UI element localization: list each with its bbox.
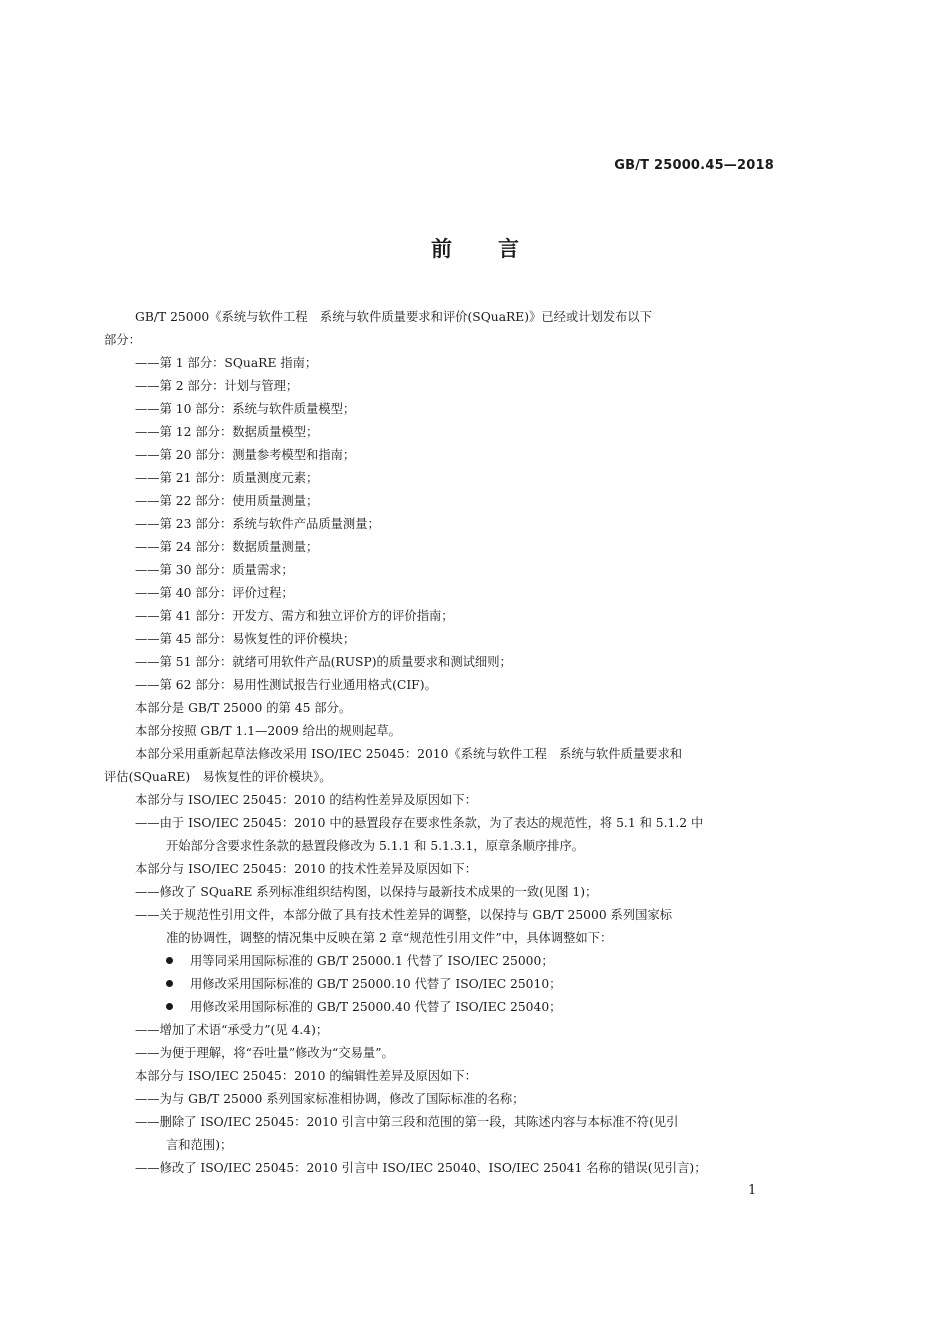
part-list-item: ——第 40 部分：评价过程；	[135, 586, 294, 600]
paragraph-adopt-line: 评估(SQuaRE) 易恢复性的评价模块》。	[104, 770, 332, 784]
part-list-item: ——第 1 部分：SQuaRE 指南；	[135, 356, 318, 370]
part-list-item: ——第 45 部分：易恢复性的评价模块；	[135, 632, 356, 646]
bullet-text: 用修改采用国际标准的 GB/T 25000.40 代替了 ISO/IEC 25040；	[190, 1000, 562, 1014]
technical-item: ——增加了术语“承受力”(见 4.4)；	[135, 1023, 329, 1037]
bullet-item	[135, 973, 775, 996]
technical-item-line: 准的协调性，调整的情况集中反映在第 2 章“规范性引用文件”中，具体调整如下：	[166, 931, 613, 945]
bullet-item	[135, 996, 775, 1019]
paragraph-intro-line: 部分：	[104, 333, 141, 347]
bullet-dot-icon	[166, 957, 173, 964]
paragraph-technical: 本部分与 ISO/IEC 25045：2010 的技术性差异及原因如下：	[135, 862, 477, 876]
part-list-item: ——第 22 部分：使用质量测量；	[135, 494, 319, 508]
part-list-item: ——第 51 部分：就绪可用软件产品(RUSP)的质量要求和测试细则；	[135, 655, 512, 669]
part-list-item: ——第 30 部分：质量需求；	[135, 563, 294, 577]
part-list-item: ——第 62 部分：易用性测试报告行业通用格式(CIF)。	[135, 678, 437, 692]
part-list-item: ——第 21 部分：质量测度元素；	[135, 471, 319, 485]
standard-number: GB/T 25000.45—2018	[614, 158, 774, 173]
paragraph-part-of: 本部分是 GB/T 25000 的第 45 部分。	[135, 701, 352, 715]
structural-item-line: 开始部分含要求性条款的悬置段修改为 5.1.1 和 5.1.3.1，原章条顺序排序。	[166, 839, 585, 853]
editorial-item: ——修改了 ISO/IEC 25045：2010 引言中 ISO/IEC 25040、ISO/IEC 25041 名称的错误(见引言)；	[135, 1161, 707, 1175]
page-number: 1	[748, 1183, 757, 1198]
structural-item-line: ——由于 ISO/IEC 25045：2010 中的悬置段存在要求性条款，为了表达的规范性，将 5.1 和 5.1.2 中	[135, 816, 704, 830]
part-list-item: ——第 2 部分：计划与管理；	[135, 379, 299, 393]
part-list-item: ——第 23 部分：系统与软件产品质量测量；	[135, 517, 380, 531]
bullet-dot-icon	[166, 980, 173, 987]
bullet-dot-icon	[166, 1003, 173, 1010]
technical-item: ——修改了 SQuaRE 系列标准组织结构图，以保持与最新技术成果的一致(见图 1)；	[135, 885, 598, 899]
editorial-item-line: 言和范围)；	[166, 1138, 233, 1152]
editorial-item: ——为与 GB/T 25000 系列国家标准相协调，修改了国际标准的名称；	[135, 1092, 525, 1106]
part-list-item: ——第 20 部分：测量参考模型和指南；	[135, 448, 356, 462]
bullet-item	[135, 950, 775, 973]
paragraph-intro-line: GB/T 25000《系统与软件工程 系统与软件质量要求和评价(SQuaRE)》已经或计划发布以下	[135, 310, 653, 324]
paragraph-structural: 本部分与 ISO/IEC 25045：2010 的结构性差异及原因如下：	[135, 793, 477, 807]
part-list-item: ——第 41 部分：开发方、需方和独立评价方的评价指南；	[135, 609, 454, 623]
page-title: 前言	[431, 237, 565, 261]
paragraph-editorial: 本部分与 ISO/IEC 25045：2010 的编辑性差异及原因如下：	[135, 1069, 477, 1083]
part-list-item: ——第 12 部分：数据质量模型；	[135, 425, 319, 439]
technical-item-line: ——关于规范性引用文件，本部分做了具有技术性差异的调整，以保持与 GB/T 25000 系列国家标	[135, 908, 673, 922]
bullet-text: 用等同采用国际标准的 GB/T 25000.1 代替了 ISO/IEC 25000；	[190, 954, 554, 968]
paragraph-adopt-line: 本部分采用重新起草法修改采用 ISO/IEC 25045：2010《系统与软件工程 系统与软件质量要求和	[135, 747, 683, 761]
part-list-item: ——第 10 部分：系统与软件质量模型；	[135, 402, 356, 416]
editorial-item-line: ——删除了 ISO/IEC 25045：2010 引言中第三段和范围的第一段，其陈述内容与本标准不符(见引	[135, 1115, 679, 1129]
part-list-item: ——第 24 部分：数据质量测量；	[135, 540, 319, 554]
paragraph-drafted: 本部分按照 GB/T 1.1—2009 给出的规则起草。	[135, 724, 401, 738]
document-body	[104, 306, 775, 1180]
bullet-text: 用修改采用国际标准的 GB/T 25000.10 代替了 ISO/IEC 25010；	[190, 977, 562, 991]
technical-item: ——为便于理解，将“吞吐量”修改为“交易量”。	[135, 1046, 394, 1060]
